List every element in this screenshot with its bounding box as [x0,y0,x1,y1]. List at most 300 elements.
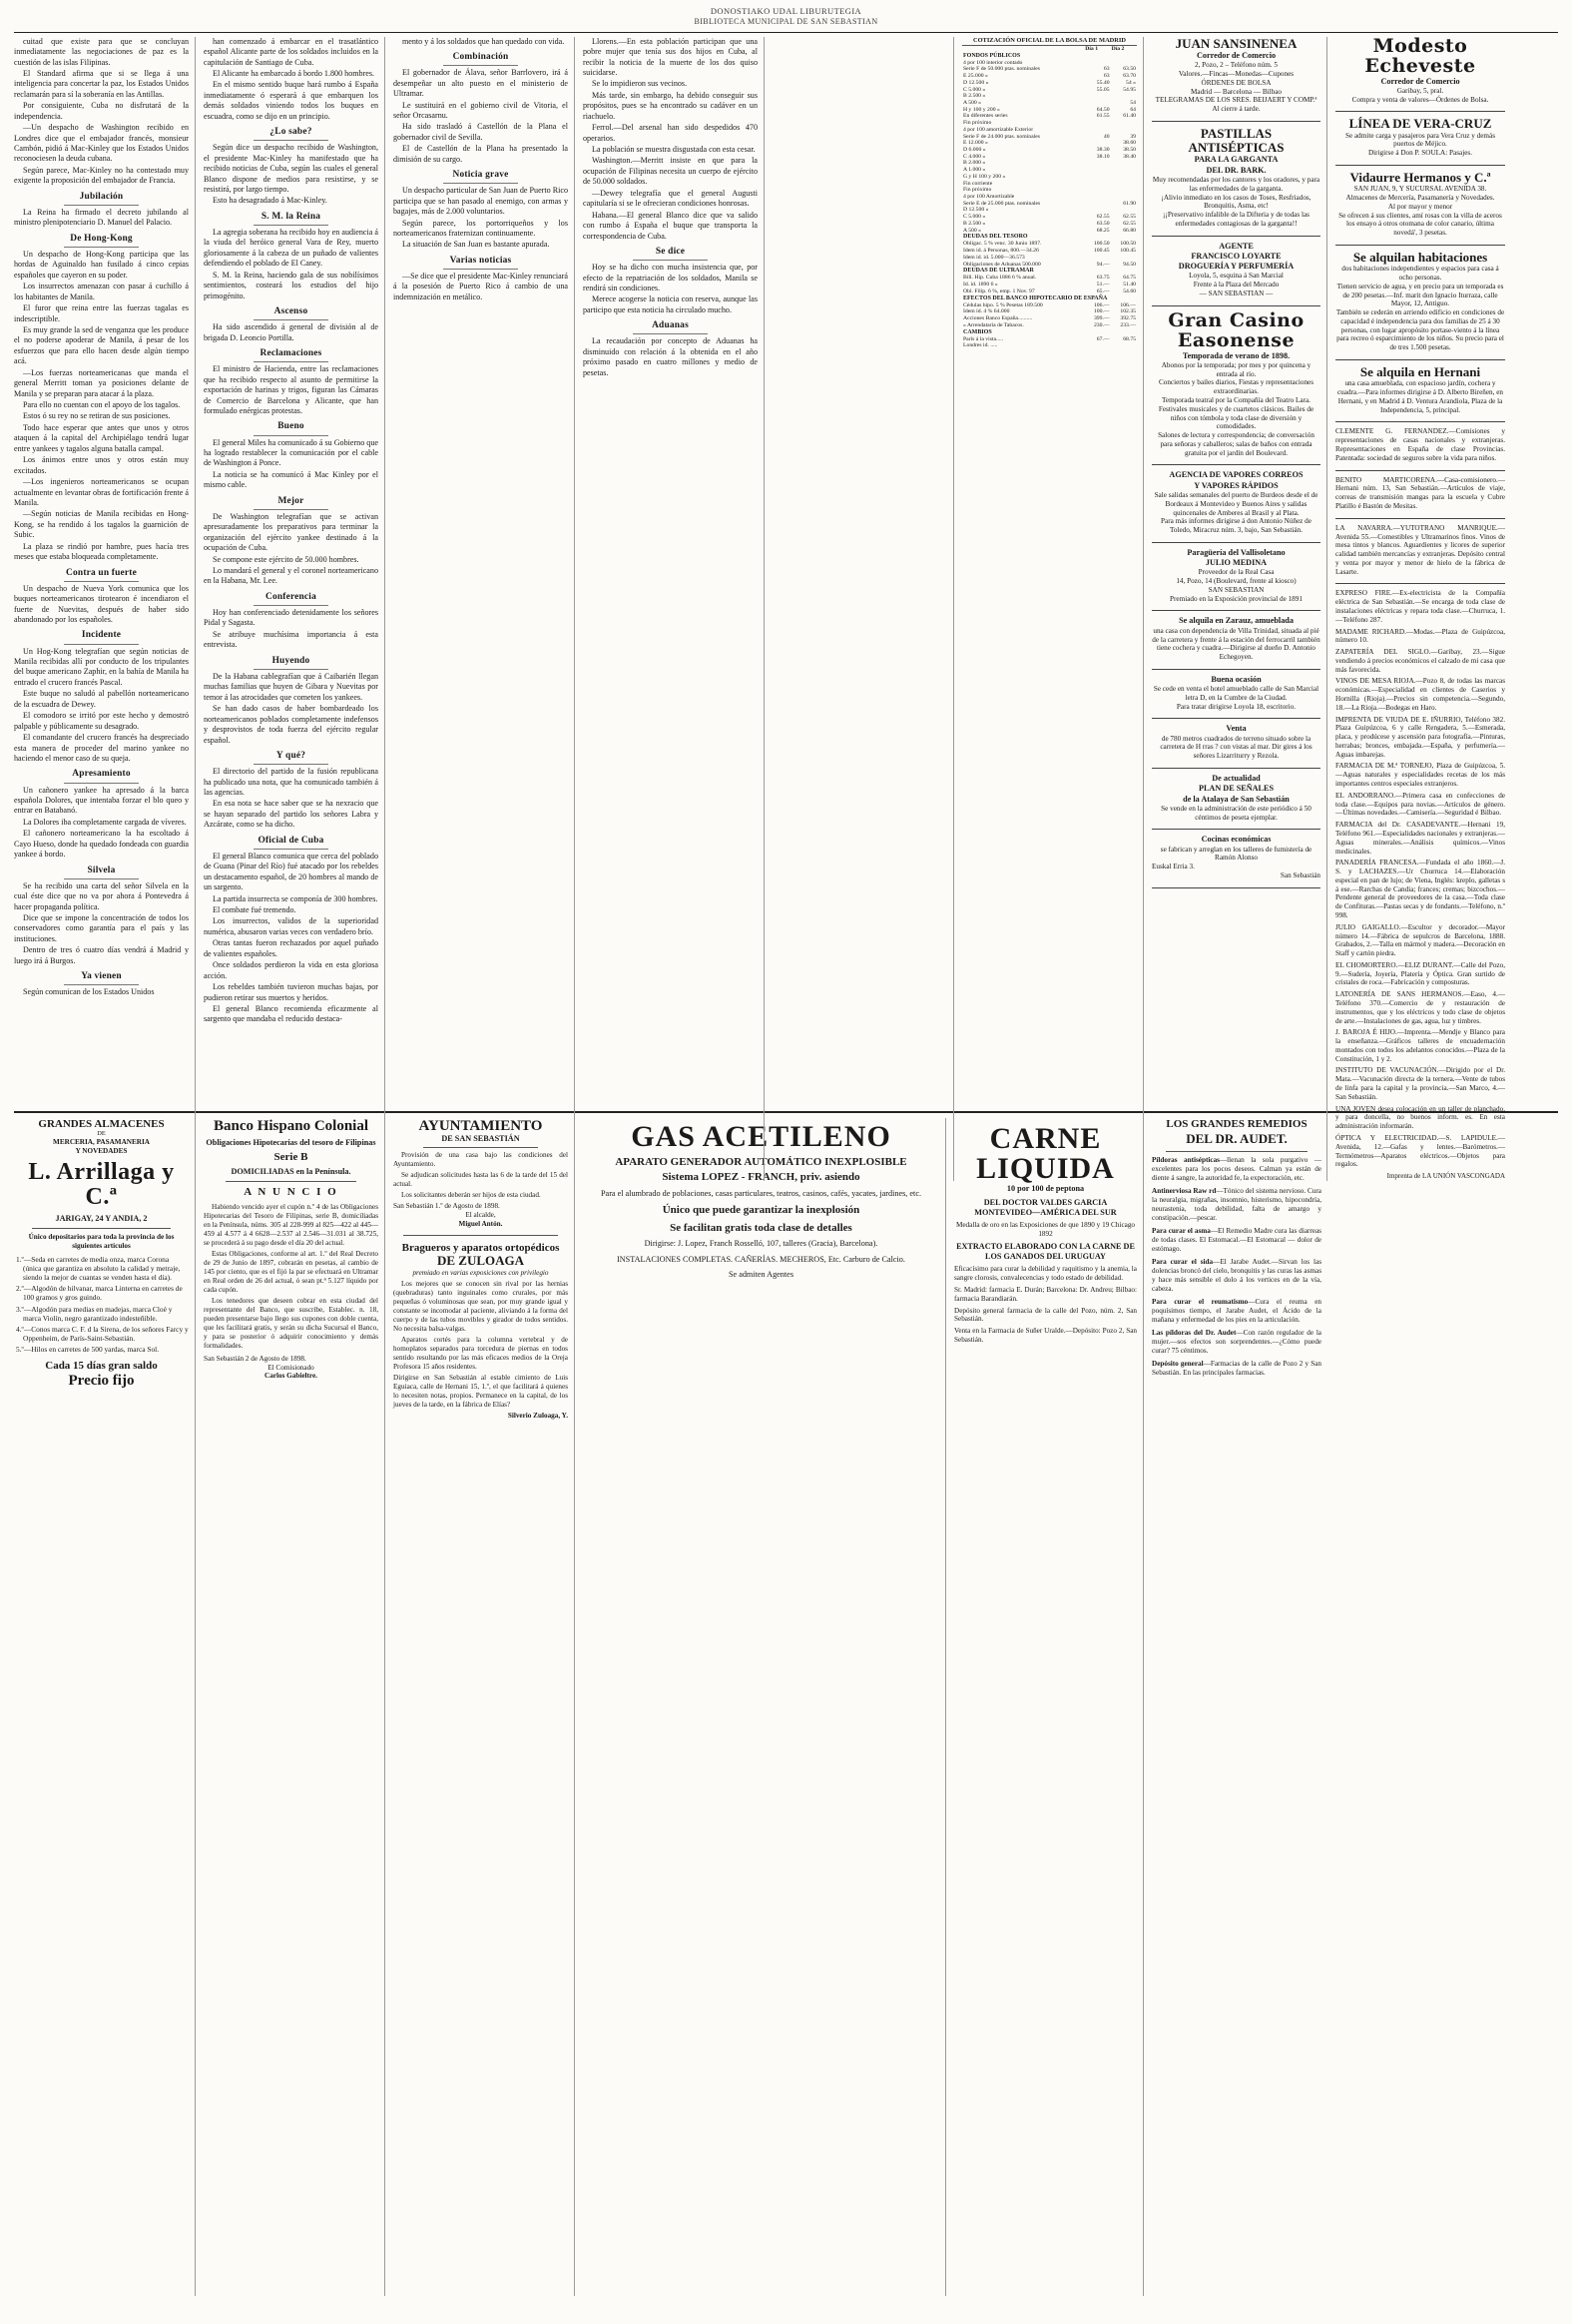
article-paragraph: Se compone este ejército de 50.000 hombres. [213,554,359,564]
table-row [962,194,1137,201]
article-paragraph: Llorens.—En esta población participan que una pobre mujer que tenía sus dos hijos en Cuba, al recibir la noticia de la muerte de los dos quiso suicidarse. [583,36,758,77]
ad-baroja: J. BAROJA É HIJO.—Imprenta.—Mendje y Blanco para la enseñanza.—Gráficos talleres de encuadernación montados con todos los adelantos conocidos.—Plaza de la Constitución, 1 y 2. [1335,1028,1505,1063]
table-cell [1084,207,1110,214]
ad-title: Se alquila en Zarauz, amueblada [1179,616,1294,626]
heading-rule [254,319,328,320]
article-paragraph: El general Blanco comunica que cerca del poblado de Guana (Pinar del Río) fué atacado por los rebeldes un destacamento español, de 20 hombres al mando de un sargento. [204,851,378,892]
article-paragraph: Los ánimos entre unos y otros están muy excitados. [14,455,189,475]
ad-line: Eficacísimo para curar la debilidad y raquitismo y la anemia, la sangre clorosis, convalecencias y todo estado de debilidad. [954,1265,1137,1283]
ad-line: Tienen servicio de agua, y en precio para un temporada es de 200 pesetas.—Inf. marit don Ignacio Iturraza, calle Mayor, 12, Antiguo. [1336,282,1504,308]
ad-zapateria: ZAPATERÍA DEL SIGLO.—Garibay, 23.—Sigue vendiendo á precios económicos el calzado de mi casa que más favorecida. [1335,648,1505,674]
table-cell [1111,194,1137,201]
news-column-1 [14,37,196,1181]
ad-gas-acetileno [583,1118,946,2296]
article-paragraph: El ministro de Hacienda, entre las reclamaciones que ha recibido respecto al asunto de permitirse la exportación de harinas y trigos, figuran las Cámaras de Comercio de Barcelona y Alicante, que han formulado enérgicas protestas. [204,364,378,415]
remedy-name: Para curar el sida [1152,1257,1214,1266]
ad-line: Para más informes dirigirse á don Antonio Núñez de Toledo, Miracruz núm. 3, bajo, San Sebastián. [1161,517,1311,535]
ad-cocinas [1152,835,1320,879]
ad-line: Se admite carga y pasajeros para Vera Cruz y demás puertos de Méjico. [1344,131,1495,149]
ad-line: Dirigirse á Don P. SOULA: Pasajes. [1367,149,1472,158]
article-paragraph: El combate fué tremendo. [213,905,296,914]
ad-title: Buena ocasión [1211,674,1262,684]
list-item: 1.º—Seda en carretes de media onza, marca Corona (única que garantiza en absoluto la calidad y metraje, siendo la mejor de cuantas se venden hasta el día). [16,1254,181,1283]
remedy-name: Píldoras antisépticas [1152,1155,1220,1164]
table-cell: 65.— [1096,288,1110,294]
ad-line: una casa amueblada, con espacioso jardín, cochera y cuadra.—Para informes dirigirse á D. Alberto Bireñen, en Hernani, y en Madrid á D. Ventura Arandiola, Plaza de la Independencia, 5, principal. [1336,379,1504,414]
ad-award-note: premiado en varias exposiciones con privilegio [412,1268,549,1277]
section-heading: Aduanas [652,320,689,331]
table-cell: 4 por 100 amortizable Exterior [963,126,1034,133]
remedy-description: —llenan la sola purgativo — excelentes para los pocos deseos. Calman ya están de diente á sangre, la autoridad fe, la expectoración, etc. [1152,1155,1322,1182]
table-cell [1084,160,1110,167]
ad-line: Almacenes de Mercería, Pasamanería y Novedades. [1345,194,1495,203]
ad-line: Dirigirse: J. Lopez, Franch Rosselló, 107, talleres (Gracia), Barcelona). [644,1239,878,1249]
article-paragraph: La Reina ha firmado el decreto jubilando al ministro plenipotenciario D. Manuel del Palacio. [14,207,189,228]
table-cell [1111,127,1137,134]
table-cell: 55.40 [1096,79,1110,86]
table-cell [1084,100,1110,107]
table-row [962,167,1137,174]
article-paragraph: Esto ha desagradado á Mac-Kinley. [213,196,327,206]
table-cell: 233.— [1120,321,1136,328]
ad-dr-audet [1152,1118,1327,2296]
table-cell: Londres id. ..... [963,342,998,349]
ad-hernani [1335,365,1505,414]
heading-rule [254,509,328,510]
table-row [962,154,1137,161]
ad-line: Al cierre á tarde. [1212,105,1261,114]
section-heading: Varias noticias [449,255,512,266]
table-row [962,275,1137,282]
article-paragraph: —Según noticias de Manila recibidas en Hong-Kong, se ha rendido á los tagalos la guarnición de Subic. [14,509,189,540]
notice-paragraph: Habiendo vencido ayer el cupón n.º 4 de las Obligaciones Hipotecarias del Tesoro de Filipinas, serie B, domiciliadas en la Península, núms. 305 al 228-999 al 825—422 al 445—459 al 4.577 á 4 6628—2.537 al 2.546—31.031 al 38.725, se procederá á su pago desde el día 20 del actual. [204,1202,378,1247]
remedy-description: —Con razón regulador de la mujer.—sos efectos son sorprendentes.—¿Cómo puede curar? 75 céntimos. [1152,1328,1321,1355]
heading-rule [254,849,328,850]
table-cell: B 2.500 » [963,220,986,227]
article-paragraph: La Dolores iba completamente cargada de víveres. [23,817,187,827]
ad-line: — SAN SEBASTIAN — [1199,289,1274,297]
ad-price-note: Precio fijo [68,1373,135,1390]
table-row [962,315,1137,322]
table-cell: A 500 » [963,99,982,106]
table-cell: 38.10 [1096,153,1110,160]
ad-line: Se cede en venta el hotel amueblado calle de San Marcial letra D, en la Cumbre de la Ciudad. [1153,685,1319,702]
ad-line: Garibay, 5, pral. [1396,86,1444,95]
table-row [962,187,1137,194]
table-row [962,302,1137,309]
ad-line: Depósito general farmacia de la calle del Pozo, núm. 2, San Sebastián. [954,1306,1137,1324]
ad-line: Sr. Madrid: farmacia E. Durán; Barcelona: Dr. Andreu; Bilbao: farmacia Barandiarán. [954,1286,1137,1303]
heading-rule [64,581,139,582]
article-paragraph: La recaudación por concepto de Aduanas ha disminuido con relación á la obtenida en el año próximo pasado en cuatro millones y medio de pesetas. [583,336,758,377]
ad-divider [1335,165,1505,166]
heading-rule [254,669,328,670]
article-paragraph: El Standard afirma que si se llega á una inteligencia para concertar la paz, los Estados Unidos reclamarán para sí la soberanía en las Antillas. [14,68,189,99]
ad-imprenta-viuda: IMPRENTA DE VIUDA DE E. IÑURRIO, Teléfono 382. Plaza Guipúzcoa, 6 y calle Rengadera, 5.—Esmerada, placa, y prodúcese y ascensión para fotografía.—Pinturas, herrabas; bronces, embajada.—España, y perfumería.—Aguas imbarejas. [1335,715,1505,759]
ad-vidaurre [1335,171,1505,238]
ad-casino [1152,308,1320,458]
ad-plan-senales [1152,774,1320,822]
ad-pastillas [1152,127,1320,229]
ad-title: De actualidad [1212,774,1261,784]
notice-paragraph: Los mejores que se conocen sin rival por las hernias (quebraduras) tanto inguinales como crurales, por más pequeñas ó voluminosas que sean, por muy grande igual y constante se incomodar al paciente, aliviando á la forma del cuerpo y de las tubos movibles y girador de todos sentidos. No necesita balsa-valgas. [393,1280,568,1334]
ad-body: BENITO MARTICORENA.—Casa-comisionero.—Hernani núm. 13, San Sebastián.—Artículos de viaje, correas de transmisión mangas para la escuela y Cubre Platillo é Bastón de Mesitas. [1335,475,1505,510]
article-paragraph: Le sustituirá en el gobierno civil de Vitoria, el señor Orcasarnu. [393,100,568,120]
ad-banco-hispano-colonial [204,1118,385,2296]
ad-divider [32,1228,171,1229]
ad-line: Se ofrecen á sus clientes, amí rosas con la villa de aceros los ensayo á otros otomana de color canario, última novedá', 3 pesetas. [1338,211,1502,238]
article-paragraph: El Alicante ha embarcado á bordo 1.800 hombres. [213,68,375,78]
article-paragraph: El comodoro se irritó por este hecho y demostró palpable y públicamente su desagrado. [14,711,189,731]
ad-extract-line: EXTRACTO ELABORADO CON LA CARNE DE LOS GANADOS DEL URUGUAY [956,1241,1135,1262]
ad-line: Para tratar dirigirse Loyola 18, escritorio. [1176,702,1297,711]
table-cell [1084,255,1110,262]
ad-line: Venta en la Farmacia de Suñer Uralde.—Depósito: Pozo 2, San Sebastián. [954,1327,1137,1344]
table-cell: 4 por 100 Amortizable [963,194,1015,201]
table-row [962,207,1137,214]
ad-subtitle: Temporada de verano de 1898. [1182,350,1291,360]
ad-casadevante: FARMACIA del Dr. CASADEVANTE.—Hernani 19, Teléfono 961.—Especialidades nacionales y extranjeras.—Aguas minerales.—Análisis químicos.—Vinos medicinales. [1335,821,1505,856]
ad-footer-line: San Sebastián [1280,871,1320,879]
heading-rule [633,333,708,334]
table-row [962,336,1137,343]
ad-line: Se admiten Agentes [728,1269,794,1279]
table-row [962,201,1137,208]
ad-andorrano: EL ANDORRANO.—Primera casa en confecciones de toda clase.—Equipos para novias.—Artículos de género.—Últimas novedades.—Camisería.—Seguridad é Bilbao. [1335,791,1505,818]
article-paragraph: La población se muestra disgustada con esta cesar. [592,145,756,154]
table-cell: 63.50 [1123,66,1136,73]
section-heading: Mejor [277,495,304,506]
article-paragraph: La partida insurrecta se componía de 300 hombres. [213,893,378,903]
ad-line: se fabrican y arreglan en los talleres de fumistería de [1160,845,1312,854]
notice-paragraph: Aparatos cortés para la columna vertebral y de homoplatos separados para torcedura de piernas en todos sentido resultando por las más eficaces medios de la Oreja Profesora 15 años residentes. [393,1336,568,1372]
article-paragraph: Dice que se impone la concentración de todos los conservadores como garantía para el país y las instituciones. [14,913,189,943]
ad-line: 14, Pozo, 14 (Boulevard, frente al kiosco) [1176,577,1297,586]
ad-subtitle: FRANCISCO LOYARTE [1191,251,1282,261]
ad-title: JUAN SANSINENEA [1175,35,1298,51]
table-cell [1084,187,1110,194]
ad-divider [1335,421,1505,422]
ad-habitaciones [1335,251,1505,352]
ad-doctor-name: DEL DOCTOR VALDES GARCIA [983,1197,1108,1207]
ad-notice-title: A N U N C I O [244,1186,338,1199]
table-cell [1111,187,1137,194]
table-cell: 94.50 [1123,261,1136,268]
table-row [962,66,1137,73]
ad-subtitle: DROGUERÍA Y PERFUMERÍA [1178,262,1295,272]
table-cell [1084,127,1110,134]
table-cell [1111,207,1137,214]
ad-arrillaga [14,1118,196,2296]
article-paragraph: El gobernador de Álava, señor Barrlovero, irá á desempeñar un alto puesto en el ministerio de Ultramar. [393,68,568,99]
table-cell [1111,93,1137,100]
table-cell: 106.— [1093,301,1110,308]
ad-line: TELEGRAMAS DE LOS SRES. BEIJAERT Y COMP.ª [1155,96,1317,105]
ad-gaigallo: JULIO GAIGALLO.—Escultor y decorador.—Mayor número 14.—Fábrica de sepulcros de Barcelona, 1888. Grabados, 2.—Talla en mármol y madera.—Decoración en Staff y cartón piedra. [1335,922,1505,958]
table-cell: 61.55 [1096,113,1110,120]
article-paragraph: De Washington telegrafían que se activan apresuradamente los preparativos para terminar la organización del ejército yankee destinado á la ocupación de Cuba. [204,511,378,553]
table-cell [1111,181,1137,188]
table-cell: 230.— [1093,321,1110,328]
article-paragraph: Merece acogerse la noticia con reserva, aunque las participo que esta noticia ha circulado mucho. [583,294,758,314]
ad-sign-name: Miguel Antón. [458,1219,503,1228]
table-cell: B 2.500 » [963,93,986,100]
article-paragraph: El furor que reina entre las fuerzas tagalas es indescriptible. [14,303,189,323]
article-paragraph: Por consiguiente, Cuba no disfrutará de la independencia. [14,101,189,121]
heading-rule [443,65,518,66]
ad-subtitle: Corredor de Comercio [1380,76,1460,86]
table-row [962,113,1137,120]
table-cell: D 12.500 » [963,79,989,86]
ad-divider [1152,305,1320,306]
table-cell: A 500 » [963,227,982,234]
table-cell: 39 [1130,133,1136,140]
section-heading: Reclamaciones [260,348,322,359]
table-cell: Idem id. 4 % 64.000 [963,308,1010,315]
ad-promo-line: Cada 15 días gran saldo [45,1360,158,1373]
table-cell: Bill. Hip. Cuba 1886 6 % anual. [963,275,1037,282]
table-cell: 392.75 [1120,315,1136,322]
heading-rule [64,205,139,206]
table-cell: 62.55 [1123,220,1136,227]
section-heading: ¿Lo sabe? [269,127,312,138]
article-paragraph: De la Habana cablegrafían que á Caibarién llegan muchas familias que huyen de Gibara y Nuevitas por temor á las atrocidades que cometen los yankees. [204,671,378,702]
ad-loyarte [1152,242,1320,298]
section-heading: Apresamiento [72,769,131,780]
ad-joven: UNA JOVEN desea colocación en un taller de planchado, y para doncella, no buenos inform. es. En esta administración informarán. [1335,1104,1505,1131]
table-cell: 68.75 [1123,335,1136,342]
library-stamp-line1: DONOSTIAKO UDAL LIBURUTEGIA [710,6,862,16]
table-section-header: DEUDAS DEL TESORO [963,234,1028,241]
ad-divider [1335,518,1505,519]
article-paragraph: Un despacho particular de San Juan de Puerto Rico participa que se han pasado al enemigo, con armas y bagajes, más de 2.000 voluntarios. [393,186,568,217]
ad-item-list [14,1255,189,1355]
article-paragraph: Se ha recibido una carta del señor Silvela en la cual éste dice que no va por ahora á Pontevedra á hacer propaganda política. [14,880,189,911]
ad-lead: Único depositarios para toda la provincia de los siguientes artículos [28,1233,175,1250]
table-cell: 64 [1130,106,1136,113]
table-cell: Acciones Banco España.......... [963,315,1033,322]
table-cell: 100.— [1093,308,1110,315]
table-cell: 66.80 [1123,227,1136,234]
ad-expreso: EXPRESO FIRE.—Ex-electricista de la Compañía eléctrica de San Sebastián.—Se encarga de toda clase de instalaciones eléctricas y repara toda clase.—Churruca, 1.—Teléfono 287. [1335,589,1505,624]
table-cell: C 5.000 » [963,214,986,221]
ad-title: Cocinas económicas [1201,835,1272,845]
section-heading: Contra un fuerte [66,567,137,578]
ad-title: Modesto Echeveste [1364,34,1476,77]
heading-rule [254,361,328,362]
table-cell [1111,120,1137,127]
article-paragraph: El general Miles ha comunicado á su Gobierno que ha logrado restablecer la comunicación por el cable de Washington á Ponce. [204,437,378,468]
ad-divider [1335,359,1505,360]
table-cell: París á la vista..... [963,335,1004,342]
table-cell: 106.— [1120,301,1136,308]
table-cell: 100.45 [1093,248,1110,255]
article-paragraph: Se atribuye muchísima importancia á esta entrevista. [204,629,378,650]
news-column-5 [773,37,954,1181]
ad-line: Salones de lectura y correspondencia; de conversación para señoras y caballeros; salas de baños con entrada gratuita por el jardín del Boulevard. [1158,431,1314,457]
ad-heading: Banco Hispano Colonial [213,1117,369,1134]
heading-rule [64,644,139,645]
ad-subheading: APARATO GENERADOR AUTOMÁTICO INEXPLOSIBLE [615,1155,907,1168]
ad-line: Al por mayor y menor [1387,202,1453,211]
article-paragraph: Este buque no saludó al pabellón norteamericano de la escuadra de Dewey. [14,689,189,709]
article-paragraph: En esa nota se hace saber que se ha nexracio que se hayan separado del partido los señores Labra y Azcárate, como se ha dicho. [204,799,378,830]
heading-rule [254,225,328,226]
table-row [962,322,1137,329]
ad-line: Se vende en la administración de este periódico á 50 céntimos de peseta ejemplar. [1161,804,1311,822]
ad-line: Único que puede garantizar la inexplosión [662,1204,860,1217]
table-cell [1084,174,1110,181]
ad-heading: LOS GRANDES REMEDIOS [1166,1117,1308,1130]
article-paragraph: Según dice un despacho recibido de Washington, el presidente Mac-Kinley ha manifestado que ha recibido noticias de Cuba, según las cuales el general Blanco dispone de medios para resistirse, y se resistirá, por largo tiempo. [204,143,378,194]
article-paragraph: Otras tantas fueron rechazados por aquel puñado de valientes españoles. [204,938,378,958]
ad-echeveste [1335,34,1505,105]
news-column-3 [393,37,575,1181]
table-cell: 67.— [1096,335,1110,342]
table-cell: 62.55 [1096,214,1110,221]
table-cell: 51.— [1096,282,1110,289]
ad-line: Conciertos y bailes diarios, Fiestas y representaciones extraordinarias. [1158,378,1314,396]
table-column-header: Día 1 [1085,45,1099,52]
ad-subheading: DEL DR. AUDET. [1186,1131,1288,1147]
notice-paragraph: Los solicitantes deberán ser hijos de esta ciudad. [401,1191,541,1200]
ad-title: AGENCIA DE VAPORES CORREOS [1169,470,1304,480]
table-cell: 63 [1103,66,1110,73]
table-cell [1084,181,1110,188]
ad-subheading: MERCERIA, PASAMANERIA [53,1137,150,1146]
ad-sign-role: El alcalde, [465,1211,496,1220]
remedy-name: Las píldoras del Dr. Audet [1152,1328,1237,1337]
article-paragraph: Ferrol.—Del arsenal han sido despedidos 470 operarios. [583,123,758,143]
table-cell: Idem id. id. 5.000—36.573 [963,254,1025,261]
ad-line: Compra y venta de valores—Órdenes de Bolsa. [1351,95,1489,104]
table-row [962,255,1137,262]
table-cell: 54 » [1126,79,1136,86]
ad-domicile: DOMICILIADAS en la Península. [231,1167,351,1177]
ad-sign-role: El Comisionado [267,1363,314,1372]
ad-divider [1152,768,1320,769]
ad-divider [1152,829,1320,830]
ad-line: dos habitaciones independientes y espacios para casa á ocho personas. [1341,265,1499,283]
table-cell: 399.— [1093,315,1110,322]
table-row [962,134,1137,141]
article-paragraph: S. M. la Reina, haciendo gala de sus nobilísimos sentimientos, costeará los estudios del hijo primogénito. [204,270,378,300]
article-paragraph: Es muy grande la sed de venganza que les produce el no poderse apoderar de Manila, á pesar de los esfuerzos que para ello hacen desde algún tiempo acá. [14,324,189,366]
table-cell: E 12.000 » [963,140,988,147]
table-cell: 100.50 [1093,241,1110,248]
ad-heading-de: DE [97,1130,106,1138]
article-paragraph: Estos ó su rey no se retiran de sus posiciones. [23,411,171,421]
ad-sign-name: Carlos Gabieltre. [264,1372,317,1381]
ad-divider [403,1235,558,1236]
table-column-header [962,46,1084,53]
table-cell: 102.35 [1120,308,1136,315]
ad-notice-body [204,1203,378,1351]
ad-divider [1335,583,1505,584]
ad-brand-name: L. Arrillaga y C.ª [28,1158,175,1210]
ad-contact-info: Dirigirse en San Sebastián al estable cimiento de Luis Eguiaca, calle de Hernani 15, 1.º, el que facilitará á quienes lo necesiten notas, propios. Permanece en la capital, de los jueves de la tarde, en la fábrica de Elías? [393,1374,568,1410]
ad-heading: GAS ACETILENO [631,1119,891,1153]
ad-divider [1335,111,1505,112]
ad-line: INSTALACIONES COMPLETAS. CAÑERÍAS. MECHEROS, Etc. Carburo de Calcio. [617,1254,905,1264]
ad-panaderia: PANADERÍA FRANCESA.—Fundada el año 1860.—J. S. y LACHAZES.—Ur Churruca 14.—Elaboración especial en pan de lujo; de Viena, Inglés: kreplo, galletas s á ese.—Rarchas de Candia; frances; cremas; bizcochos.—Pendente general de proveedores de la casa.—Toda clase de Confituras.—Pastas secas y de fondants.—Teléfono, n.º 998. [1335,859,1505,919]
imprint-footer: Imprenta de LA UNIÓN VASCONGADA [1386,1172,1505,1181]
article-paragraph: El general Blanco recomienda eficazmente al sargento que mandaba el reducido destaca- [204,1003,378,1024]
ad-line: Temporada teatral por la Compañía del Teatro Lara. Festivales musicales y de cuartetos clásicos. Bailes de niños con tómbola y toda clase de diversión y comodidades. [1158,395,1314,431]
table-row [962,87,1137,94]
ad-heading: AYUNTAMIENTO [418,1117,543,1134]
ad-chomortero: EL CHOMORTERO.—ELIZ DURANT.—Calle del Pozo, 9.—Sudería, Joyería, Platería y Óptica. Gran surtido de cristales de roca.—Fabricación y composturas. [1335,960,1505,987]
article-paragraph: Según parece, Mac-Kinley no ha contestado muy exigente la proposición del embajador de Francia. [14,165,189,186]
table-cell [1084,342,1110,349]
article-paragraph: Un despacho de Hong-Kong participa que las hordas de Aguinaldo han fusilado á cinco cepias españoles que cayeron en su poder. [14,249,189,280]
table-cell: 40 [1103,133,1110,140]
heading-rule [64,878,139,879]
heading-rule [254,435,328,436]
article-paragraph: Hoy han conferenciado detenidamente los señores Pidal y Sagasta. [204,608,378,628]
notice-paragraph: Se adjudican solicitudes hasta las 6 de la tarde del 15 del actual. [393,1171,568,1189]
ad-heading-2: Bragueros y aparatos ortopédicos [401,1241,560,1254]
list-item: 5.º—Hilos en carretes de 500 yardas, marca Sol. [16,1345,160,1355]
table-cell: C 4.000 » [963,153,986,160]
table-cell: 68.25 [1096,227,1110,234]
ad-vacunacion: INSTITUTO DE VACUNACIÓN.—Dirigido por el Dr. Mata.—Vacunación directa de la ternera.—Vente de tubos de linfa para la capital y la provincia.—San Marco, 4.—San Sebastián. [1335,1066,1505,1101]
ad-navarra [1335,524,1505,577]
table-cell [1111,60,1137,67]
ad-line: ÓRDENES DE BOLSA [1201,78,1272,87]
table-cell: 51.40 [1123,282,1136,289]
ad-carne-liquida [954,1118,1144,2296]
ad-sign-date: San Sebastián 1.º de Agosto de 1898. [393,1202,500,1211]
table-cell [1084,60,1110,67]
table-cell: A 1.000 » [963,167,986,174]
ad-sign-name-2: Silverio Zuloaga, Y. [507,1412,568,1421]
ad-subheading: DE SAN SEBASTIÁN [441,1134,520,1144]
table-row [962,262,1137,269]
ad-title: AGENTE [1219,241,1254,251]
ad-line: una casa con dependencia de Villa Trinidad, situada al pié de la carretera y frente á la estación del ferrocarril también tiene cochera y cuadra.—Dirigirse al dueño D. Antonio Echegoyen. [1152,626,1320,662]
remedy-item [1152,1258,1321,1294]
ad-line: También se cederán en arriendo edificio en condiciones de capacidad é independencia para dos familias de 25 á 30 personas, con lugar apropósito portase-viento á la línea para recreo ó esparcimiento de los niños. Su precio para el de tres 1.500 pesetas. [1335,308,1505,352]
ad-divider [1152,542,1320,543]
article-paragraph: El de Castellón de la Plana ha presentado la dimisión de su cargo. [393,144,568,164]
list-item: 3.º—Algodón para medias en madejas, marca Cloé y marca Violín, negro garantizado indesteñible. [16,1304,173,1323]
ad-location: MONTEVIDEO—AMÉRICA DEL SUR [974,1208,1117,1218]
table-cell: » Arrendataria de Tabacos. [963,321,1024,328]
table-row [962,174,1137,181]
remedy-description: —Cura el reuma en poquísimos tiempo, el Jarabe Audet, el Ácido de la mañana y enfermedad de los pies en la articulación. [1152,1297,1321,1324]
article-paragraph: Se han dado casos de haber bombardeado los norteamericanos poblados completamente indefensos y desprovistos de toda fuerza del ejército regular español. [204,704,378,745]
section-heading: Combinación [452,52,509,63]
table-cell: D 6.000 » [963,147,986,154]
ad-sign-date: San Sebastián 2 de Agosto de 1898. [204,1354,306,1363]
news-column-2 [204,37,385,1181]
table-row [962,248,1137,255]
table-row [962,181,1137,188]
section-heading: Y qué? [275,750,306,761]
heading-rule [254,764,328,765]
table-cell: 38.60 [1123,140,1136,147]
ad-subheading-2: Y NOVEDADES [75,1146,128,1155]
table-cell: 38.40 [1123,153,1136,160]
ad-line: Valores.—Fincas—Monedas—Cupones [1178,69,1295,78]
table-cell: 54.95 [1123,86,1136,93]
article-paragraph: Once soldados perdieron la vida en esta gloriosa acción. [204,960,378,980]
article-paragraph: Los insurrectos, validos de la superioridad numérica, abusaron varias veces con verdadero brío. [204,916,378,936]
ad-line: Madrid — Barcelona — Bilbao [1190,87,1283,96]
table-cell: 63.75 [1096,275,1110,282]
ad-divider [1152,718,1320,719]
